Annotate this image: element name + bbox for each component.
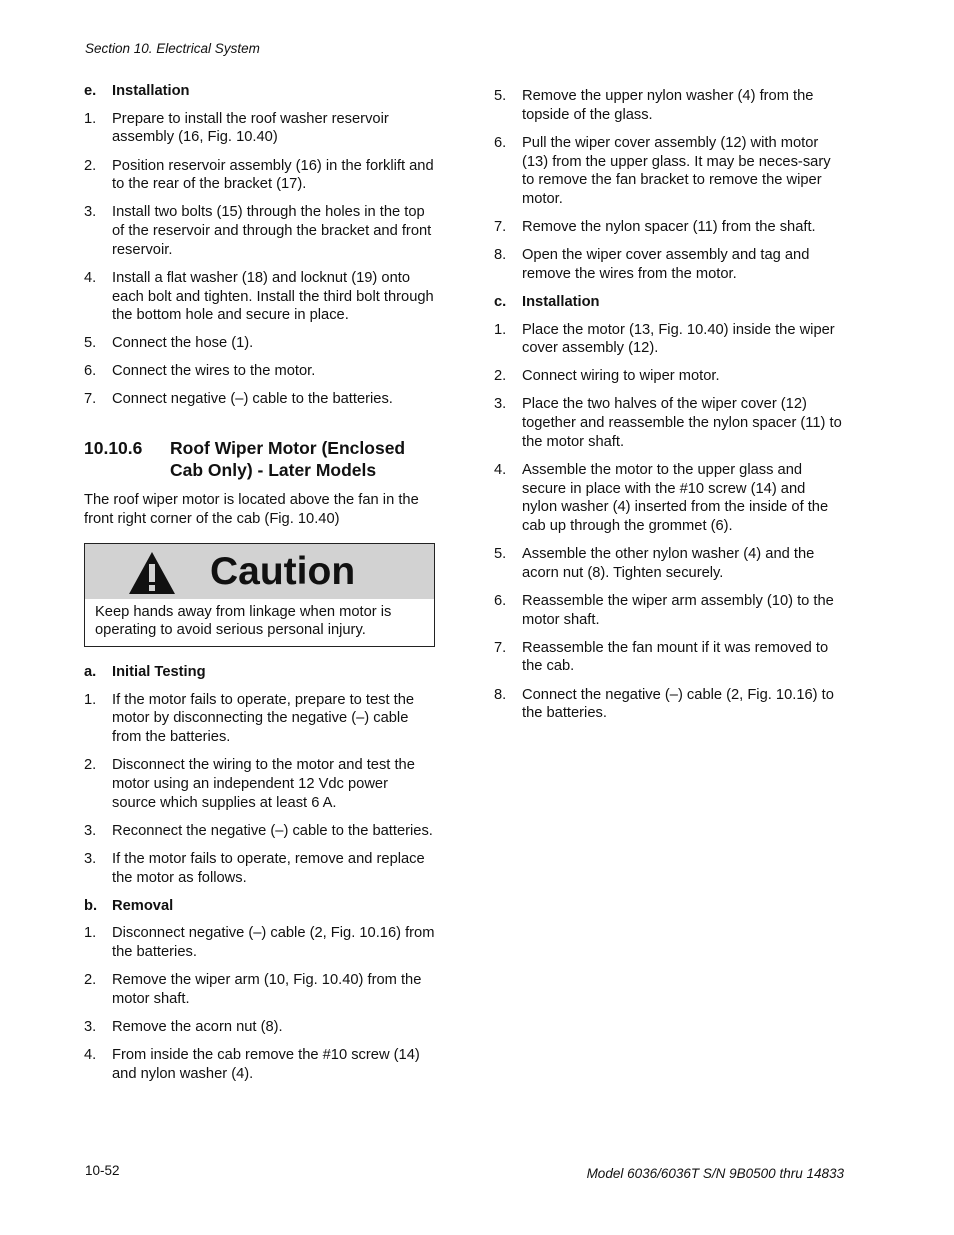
caution-text: Keep hands away from linkage when motor is operating to avoid serious personal injury.	[95, 603, 392, 639]
step-text: Assemble the other nylon washer (4) and the acorn nut (8). Tighten securely.	[522, 546, 815, 581]
step-text: Connect negative (–) cable to the batteries.	[112, 391, 393, 408]
step-number: 7.	[494, 639, 507, 656]
step-number: 1.	[84, 691, 97, 708]
list-item	[84, 691, 436, 747]
list-item	[494, 639, 844, 676]
step-text: Remove the nylon spacer (11) from the shaft.	[522, 219, 816, 235]
subheading-title: Initial Testing	[112, 664, 206, 680]
step-text: Reconnect the negative (–) cable to the batteries.	[112, 822, 433, 839]
step-number: 4.	[494, 461, 507, 478]
step-text: Reassemble the wiper arm assembly (10) to the motor shaft.	[522, 592, 834, 628]
list-item	[494, 218, 844, 237]
section-heading	[84, 437, 436, 481]
subheading-letter: c.	[494, 293, 507, 310]
step-text: Reassemble the fan mount if it was removed to the cab.	[522, 639, 829, 675]
step-text: Remove the acorn nut (8).	[112, 1018, 283, 1035]
step-text: Remove the wiper arm (10, Fig. 10.40) from the motor shaft.	[112, 972, 422, 1007]
list-item	[84, 822, 436, 841]
step-text: Place the two halves of the wiper cover (12) together and reassemble the nylon spacer (11) to the motor shaft.	[522, 396, 842, 450]
page-number: 10-52	[85, 1163, 120, 1178]
list-item	[84, 269, 436, 325]
list-item	[84, 971, 436, 1008]
step-text: Position reservoir assembly (16) in the forklift and to the rear of the bracket (17).	[112, 157, 434, 193]
subheading-installation-c	[494, 293, 844, 312]
right-column	[494, 87, 844, 732]
step-number: 3.	[494, 396, 507, 413]
subheading-title: Installation	[522, 293, 600, 310]
section-intro: The roof wiper motor is located above the fan in the front right corner of the cab (Fig. 10.40)	[84, 492, 419, 527]
warning-triangle-icon	[127, 550, 177, 596]
step-text: Disconnect negative (–) cable (2, Fig. 10.16) from the batteries.	[112, 925, 435, 960]
step-number: 5.	[494, 546, 507, 563]
step-number: 3.	[84, 822, 97, 839]
step-number: 4.	[84, 269, 97, 286]
step-text: If the motor fails to operate, remove and replace the motor as follows.	[112, 850, 425, 886]
step-text: Connect the hose (1).	[112, 335, 254, 352]
subheading-letter: e.	[84, 83, 97, 99]
caution-band	[85, 544, 434, 599]
step-number: 2.	[84, 757, 97, 774]
list-item	[494, 87, 844, 124]
caution-box	[84, 543, 435, 647]
left-column	[84, 82, 436, 1093]
step-text: Remove the upper nylon washer (4) from the topside of the glass.	[522, 88, 814, 123]
list-item	[84, 203, 436, 259]
list-item	[494, 686, 844, 723]
list-item	[84, 850, 436, 887]
list-item	[494, 246, 844, 283]
removal-steps-continued	[494, 87, 844, 284]
list-item	[84, 157, 436, 194]
installation-e-steps	[84, 110, 436, 409]
list-item	[494, 461, 844, 536]
subheading-letter: a.	[84, 664, 97, 680]
list-item	[494, 545, 844, 582]
step-text: Prepare to install the roof washer reservoir assembly (16, Fig. 10.40)	[112, 110, 389, 146]
step-number: 5.	[84, 335, 97, 352]
subheading-title: Installation	[112, 83, 190, 99]
installation-c-steps	[494, 321, 844, 723]
step-text: Install two bolts (15) through the holes in the top of the reservoir and through the bracket and front reservoir.	[112, 204, 432, 258]
subheading-initial-testing	[84, 663, 436, 682]
step-number: 6.	[494, 592, 507, 609]
step-number: 3.	[84, 1018, 97, 1035]
list-item	[84, 756, 436, 812]
list-item	[84, 1018, 436, 1037]
step-number: 5.	[494, 88, 507, 104]
step-number: 7.	[84, 391, 97, 408]
step-number: 3.	[84, 204, 97, 221]
step-text: Place the motor (13, Fig. 10.40) inside the wiper cover assembly (12).	[522, 321, 835, 357]
caution-heading: Caution	[210, 549, 356, 593]
step-text: Assemble the motor to the upper glass and secure in place with the #10 screw (14) and nylon washer (4) inserted from the inside of the cab up through the grommet (6).	[522, 461, 829, 535]
list-item	[84, 110, 436, 147]
section-number: 10.10.6	[84, 438, 143, 459]
step-number: 8.	[494, 686, 507, 703]
model-line: Model 6036/6036T S/N 9B0500 thru 14833	[586, 1166, 844, 1181]
step-text: If the motor fails to operate, prepare to test the motor by disconnecting the negative (–) cable from the batteries.	[112, 691, 415, 746]
step-number: 8.	[494, 247, 507, 264]
step-text: Pull the wiper cover assembly (12) with motor (13) from the upper glass. It may be neces-sary to remove the fan bracket to remove the wiper motor.	[522, 134, 831, 207]
step-text: Connect the wires to the motor.	[112, 363, 316, 380]
step-number: 1.	[84, 925, 97, 942]
step-number: 6.	[494, 134, 507, 151]
step-text: Connect the negative (–) cable (2, Fig. 10.16) to the batteries.	[522, 686, 834, 722]
list-item	[494, 592, 844, 629]
step-text: Open the wiper cover assembly and tag and remove the wires from the motor.	[522, 247, 810, 282]
step-text: Disconnect the wiring to the motor and test the motor using an independent 12 Vdc power source which supplies at least 6 A.	[112, 757, 415, 811]
step-number: 4.	[84, 1046, 97, 1063]
step-number: 1.	[84, 110, 97, 127]
list-item	[84, 334, 436, 353]
step-text: Install a flat washer (18) and locknut (19) onto each bolt and tighten. Install the third bolt through the bottom hole and secure in place.	[112, 269, 434, 324]
step-number: 7.	[494, 219, 507, 235]
list-item	[84, 362, 436, 381]
step-text: From inside the cab remove the #10 screw (14) and nylon washer (4).	[112, 1046, 420, 1082]
step-number: 2.	[84, 972, 97, 989]
initial-testing-steps	[84, 691, 436, 888]
subheading-letter: b.	[84, 897, 98, 914]
removal-steps	[84, 924, 436, 1083]
subheading-title: Removal	[112, 897, 174, 914]
step-text: Connect wiring to wiper motor.	[522, 368, 720, 385]
step-number: 6.	[84, 363, 97, 380]
list-item	[84, 924, 436, 961]
list-item	[494, 321, 844, 358]
subheading-removal	[84, 897, 436, 916]
list-item	[494, 367, 844, 386]
running-head: Section 10. Electrical System	[85, 41, 260, 56]
list-item	[494, 134, 844, 209]
step-number: 2.	[494, 368, 507, 385]
step-number: 1.	[494, 321, 507, 338]
list-item	[84, 390, 436, 409]
step-number: 2.	[84, 157, 97, 174]
list-item	[494, 395, 844, 451]
section-title: Roof Wiper Motor (Enclosed Cab Only) - Later Models	[170, 438, 406, 481]
subheading-installation-e	[84, 82, 436, 101]
list-item	[84, 1046, 436, 1083]
step-number: 3.	[84, 850, 97, 867]
